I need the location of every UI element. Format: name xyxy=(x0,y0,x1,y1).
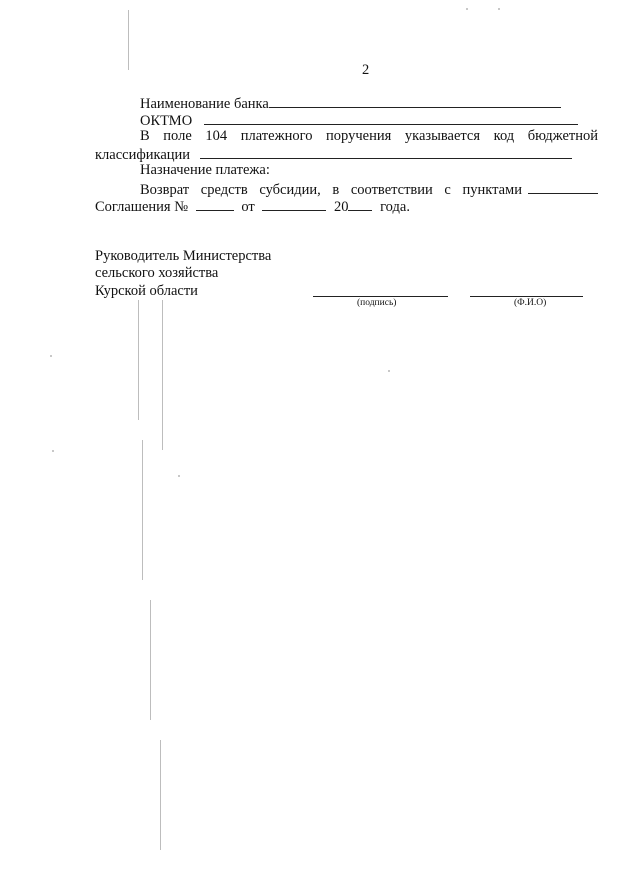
signature-line xyxy=(313,296,448,297)
agreement-year-prefix: 20 xyxy=(333,199,349,215)
scan-artifact xyxy=(150,600,151,720)
agreement-date-blank xyxy=(262,197,326,211)
field104-line1: В поле 104 платежного поручения указывается код бюджетной xyxy=(140,128,598,144)
scan-artifact xyxy=(142,440,143,580)
budget-code-blank xyxy=(200,145,572,159)
scan-artifact xyxy=(138,300,139,420)
payment-purpose-label: Назначение платежа: xyxy=(140,162,270,178)
oktmo-label: ОКТМО xyxy=(140,113,193,129)
oktmo-blank xyxy=(204,111,578,125)
name-caption: (Ф.И.О) xyxy=(514,298,547,308)
scan-artifact xyxy=(128,10,129,70)
signatory-line1: Руководитель Министерства xyxy=(95,248,272,264)
scan-artifact xyxy=(50,355,52,357)
scan-artifact xyxy=(162,300,163,450)
points-blank xyxy=(528,180,598,194)
refund-text: Возврат средств субсидии, в соответствии с пунктами xyxy=(140,182,522,198)
scan-artifact xyxy=(466,8,468,10)
signatory-line2: сельского хозяйства xyxy=(95,265,219,281)
name-line xyxy=(470,296,583,297)
agreement-row xyxy=(95,197,410,216)
bank-name-label: Наименование банка xyxy=(140,96,269,112)
agreement-year-blank xyxy=(348,197,372,211)
scan-artifact xyxy=(388,370,390,372)
agreement-from-label: от xyxy=(241,199,255,215)
scan-artifact xyxy=(498,8,500,10)
scan-artifact xyxy=(52,450,54,452)
agreement-year-suffix: года. xyxy=(380,199,410,215)
signatory-line3: Курской области xyxy=(95,283,198,299)
page-number: 2 xyxy=(362,62,370,78)
bank-name-blank xyxy=(269,94,561,108)
agreement-number-blank xyxy=(196,197,234,211)
scan-artifact xyxy=(160,740,161,850)
signature-caption: (подпись) xyxy=(357,298,397,308)
field104-label: классификации xyxy=(95,147,191,163)
scan-artifact xyxy=(178,475,180,477)
agreement-label: Соглашения № xyxy=(95,199,189,215)
